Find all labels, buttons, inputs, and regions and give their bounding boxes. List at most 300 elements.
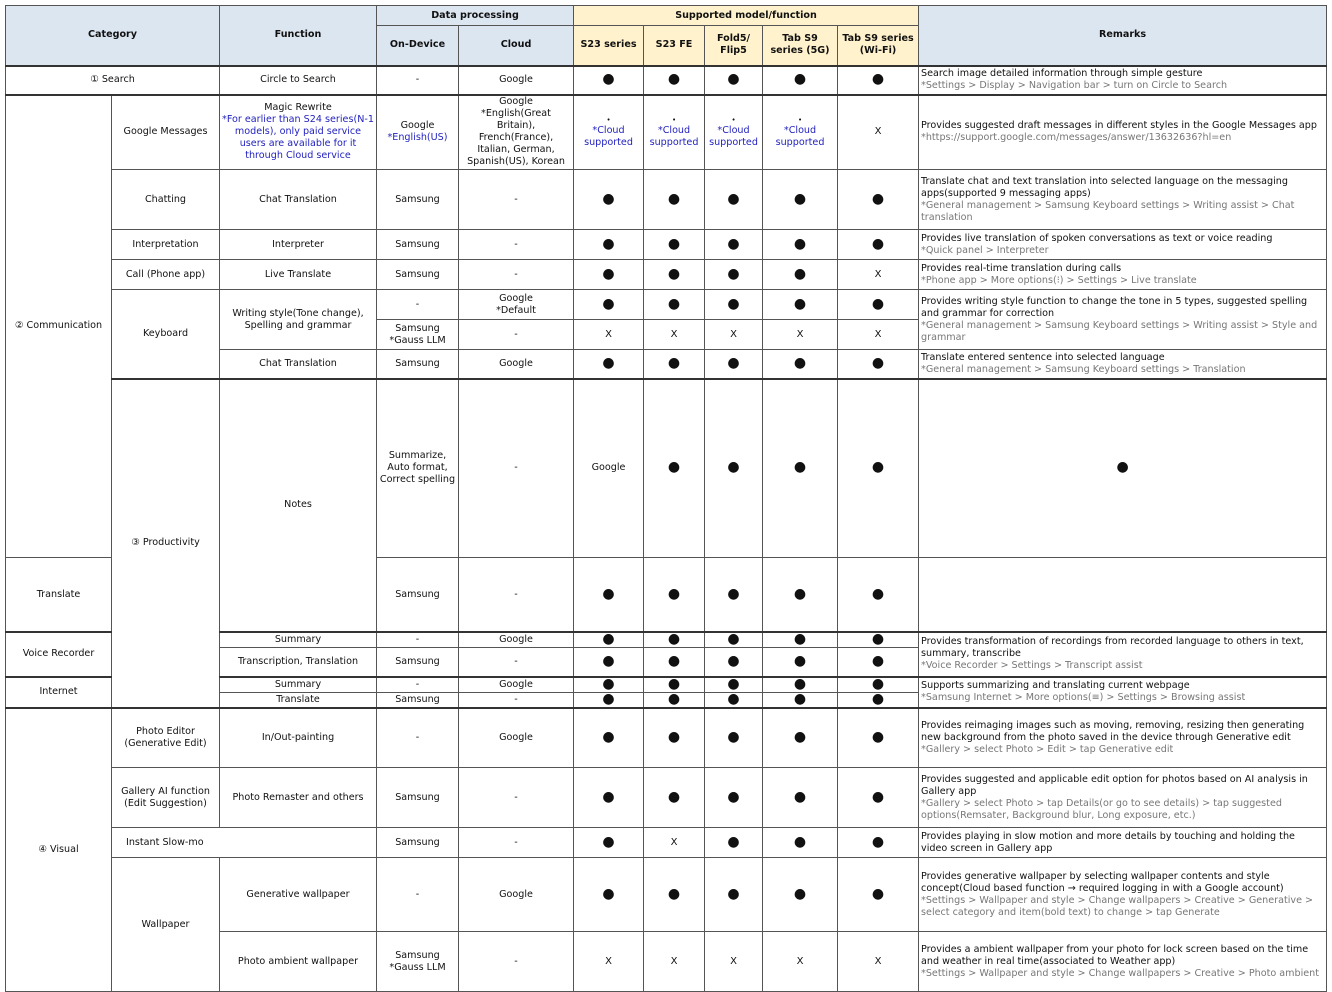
support-cell [705,648,763,677]
remark-path: *Settings > Display > Navigation bar > turn on Circle to Search [921,80,1228,91]
support-cell [574,66,644,95]
on-device-cell: Samsung *Gauss LLM [377,320,459,350]
category-visual [6,708,112,992]
subcategory-cell: Interpretation [112,230,220,260]
remark-path: *Voice Recorder > Settings > Transcript assist [921,660,1143,672]
support-cell [574,95,644,170]
cloud-cell: - [459,320,574,350]
support-cell [705,170,763,230]
supported-dot-icon: ● [793,190,807,207]
supported-dot-icon: ● [793,71,807,87]
supported-dot-icon: ● [871,676,885,692]
support-cell [644,677,705,693]
remark-path: *Samsung Internet > More options(≡) > Settings > Browsing assist [921,692,1246,703]
on-device-cell: Samsung [377,558,459,632]
supported-dot-icon: ● [727,833,740,850]
header-model-tab-s9-wifi: Tab S9 series (Wi-Fi) [838,26,919,66]
table-row [6,66,1327,95]
subcategory-cell: Call (Phone app) [112,260,220,290]
remark-text: Provides suggested and applicable edit option for photos based on AI analysis in Gallery app [921,773,1308,797]
feature-table-wrapper [5,5,1327,992]
subcategory-cell: Instant Slow-mo [112,828,377,858]
support-cell [644,350,705,379]
cloud-supported-note: *Cloud supported [775,124,825,148]
supported-dot-icon: ● [793,692,807,707]
support-cell [644,95,705,170]
table-row [6,290,1327,320]
header-cloud: Cloud [459,26,574,66]
supported-dot-icon: ● [727,652,740,669]
supported-dot-icon: ● [602,295,615,312]
function-cell: Chat Translation [220,170,377,230]
cloud-cell: Google *English(Great Britain), French(France), Italian, German, Spanish(US), Korean [459,95,574,170]
supported-dot-icon: ● [602,265,615,282]
supported-dot-icon: ● [602,652,615,669]
support-cell [644,692,705,708]
support-cell [763,932,838,992]
remark-text: Provides playing in slow motion and more details by touching and holding the video screen in Gallery app [921,830,1295,854]
supported-dot-icon: ● [727,885,740,902]
supported-dot-icon: ● [871,71,885,87]
table-row [6,170,1327,230]
support-cell [644,648,705,677]
support-cell [574,260,644,290]
support-cell [763,692,838,708]
category-productivity-label: ③ Productivity [131,537,200,548]
category-communication [6,95,112,558]
support-cell [838,320,919,350]
support-cell [705,828,763,858]
remark-path: *Gallery > select Photo > Edit > tap Generative edit [921,743,1174,755]
cloud-cell: Google [459,632,574,648]
support-cell [763,632,838,648]
support-cell [574,170,644,230]
supported-dot-icon: ● [602,190,615,207]
supported-dot-icon: ● [727,676,740,692]
header-remarks: Remarks [919,6,1327,66]
not-supported-x-icon: X [605,328,612,340]
support-cell [644,558,705,632]
table-row [6,95,1327,170]
not-supported-x-icon: X [730,955,737,967]
cloud-cell: - [459,932,574,992]
support-cell [838,66,919,95]
support-cell [574,632,644,648]
on-device-cell: Samsung [377,170,459,230]
table-row [6,230,1327,260]
supported-dot-icon: ● [793,788,807,805]
support-cell [838,290,919,320]
support-cell [763,260,838,290]
on-device-cell: - [377,290,459,320]
supported-dot-icon: ● [727,235,740,252]
supported-dot-icon: ● [667,265,681,282]
category-communication-label: ② Communication [14,320,103,332]
supported-small-dot-icon: • [671,115,677,124]
support-cell [705,379,763,558]
cloud-cell: - [459,558,574,632]
support-cell [705,692,763,708]
remark-cell [919,677,1327,708]
remark-cell [919,66,1327,95]
supported-dot-icon: ● [727,354,740,371]
remark-text: Provides transformation of recordings from recorded language to others in text, summary, transcribe [921,636,1304,660]
support-cell [763,648,838,677]
supported-dot-icon: ● [871,652,885,669]
support-cell [763,768,838,828]
supported-dot-icon: ● [667,354,681,371]
on-device-cell: - [377,632,459,648]
not-supported-x-icon: X [796,955,804,967]
support-cell [574,230,644,260]
supported-dot-icon: ● [727,585,740,602]
support-cell [644,768,705,828]
support-cell [838,858,919,932]
supported-dot-icon: ● [793,885,807,902]
support-cell [705,558,763,632]
support-cell [705,932,763,992]
not-supported-x-icon: X [670,955,678,967]
cloud-cell: Google *Default [459,290,574,320]
function-text: Magic Rewrite [264,102,332,114]
remark-text: Provides real-time translation during calls [921,262,1122,274]
supported-dot-icon: ● [1116,459,1129,476]
support-cell [644,320,705,350]
support-cell [919,379,1327,558]
cloud-supported-note: *Cloud supported [584,124,633,148]
supported-dot-icon: ● [667,728,681,745]
not-supported-x-icon: X [874,268,882,280]
not-supported-x-icon: X [670,328,678,340]
function-cell: In/Out-painting [220,708,377,768]
remark-text: Supports summarizing and translating current webpage [921,680,1190,691]
on-device-cell: Samsung [377,768,459,828]
cloud-cell: - [459,768,574,828]
on-device-cell: - [459,379,574,558]
support-cell [705,632,763,648]
support-cell [574,932,644,992]
subcategory-cell: Keyboard [112,290,220,379]
cloud-cell: Google [459,350,574,379]
supported-dot-icon: ● [793,652,807,669]
function-cell: Summarize, Auto format, Correct spelling [377,379,459,558]
supported-dot-icon: ● [793,632,807,647]
remark-text: Provides a ambient wallpaper from your photo for lock screen based on the time and weather in real time(associated to Weather app) [921,943,1309,967]
category-productivity [112,379,220,708]
support-cell [763,828,838,858]
supported-dot-icon: ● [667,676,681,692]
supported-dot-icon: ● [667,885,681,902]
cloud-cell: - [459,648,574,677]
on-device-cell: - [377,708,459,768]
supported-dot-icon: ● [602,632,615,647]
support-cell [705,858,763,932]
cloud-cell: - [459,828,574,858]
support-cell [705,708,763,768]
supported-dot-icon: ● [727,632,740,647]
supported-dot-icon: ● [602,833,615,850]
cloud-cell: - [459,170,574,230]
supported-dot-icon: ● [602,788,615,805]
function-cell: Photo ambient wallpaper [220,932,377,992]
supported-dot-icon: ● [871,235,885,252]
support-cell [838,350,919,379]
supported-dot-icon: ● [667,632,681,647]
function-cell [220,95,377,170]
remark-cell [919,828,1327,858]
header-model-s23: S23 series [574,26,644,66]
remark-text: Provides suggested draft messages in different styles in the Google Messages app [921,120,1317,132]
remark-text: Search image detailed information through simple gesture [921,68,1203,79]
support-cell [644,828,705,858]
function-cell: Transcription, Translation [220,648,377,677]
supported-dot-icon: ● [667,235,681,252]
supported-dot-icon: ● [602,354,615,371]
support-cell [763,350,838,379]
supported-dot-icon: ● [667,652,681,669]
support-cell [574,768,644,828]
cloud-cell: - [459,692,574,708]
table-row [6,260,1327,290]
cloud-cell: - [459,230,574,260]
support-cell [644,379,705,558]
supported-dot-icon: ● [871,788,885,805]
support-cell [763,677,838,693]
support-cell [644,260,705,290]
function-cell: Photo Remaster and others [220,768,377,828]
support-cell [644,290,705,320]
cloud-cell: Google [459,708,574,768]
table-row [6,379,1327,558]
supported-dot-icon: ● [871,692,885,707]
support-cell [838,932,919,992]
supported-dot-icon: ● [871,295,885,312]
subcategory-cell: Wallpaper [112,858,220,992]
supported-dot-icon: ● [667,585,681,602]
subcategory-cell: Voice Recorder [6,632,112,677]
support-cell [644,632,705,648]
header-model-tab-s9-5g: Tab S9 series (5G) [763,26,838,66]
support-cell [838,677,919,693]
on-device-cell: Samsung [377,828,459,858]
remark-path: *General management > Samsung Keyboard settings > Writing assist > Style and grammar [921,319,1318,343]
table-row [6,858,1327,932]
support-cell [705,230,763,260]
subcategory-cell: Google Messages [112,95,220,170]
subcategory-cell: Notes [220,379,377,633]
support-cell [644,858,705,932]
cloud-cell: Google [459,858,574,932]
supported-dot-icon: ● [602,585,615,602]
on-device-note: *English(US) [387,132,448,144]
remark-cell [919,932,1327,992]
not-supported-x-icon: X [874,328,882,340]
support-cell [763,95,838,170]
supported-dot-icon: ● [727,788,740,805]
supported-dot-icon: ● [727,728,740,745]
subcategory-cell: Internet [6,677,112,708]
supported-dot-icon: ● [602,235,615,252]
remark-text: Provides generative wallpaper by selecting wallpaper contents and style concept(Cloud based function → required logging in with a Google account) [921,870,1284,894]
support-cell [574,692,644,708]
support-cell [838,230,919,260]
remark-cell [919,170,1327,230]
cloud-cell: Google [574,379,644,558]
supported-dot-icon: ● [871,728,885,745]
support-cell [644,230,705,260]
support-cell [705,260,763,290]
remark-cell [919,230,1327,260]
support-cell [574,708,644,768]
support-cell [838,95,919,170]
support-cell [574,828,644,858]
supported-dot-icon: ● [793,354,807,371]
not-supported-x-icon: X [796,328,804,340]
support-cell [838,170,919,230]
remark-path: *https://support.google.com/messages/answer/13632636?hl=en [921,132,1232,144]
table-row [6,768,1327,828]
supported-dot-icon: ● [727,295,740,312]
header-model-fold5-flip5: Fold5/ Flip5 [705,26,763,66]
support-cell [705,677,763,693]
function-cell: Translate [6,558,112,632]
not-supported-x-icon: X [874,955,882,967]
header-model-s23fe: S23 FE [644,26,705,66]
support-cell [838,692,919,708]
support-cell [838,558,919,632]
supported-dot-icon: ● [793,235,807,252]
supported-dot-icon: ● [871,190,885,207]
function-cell: Circle to Search [220,66,377,95]
on-device-cell: Samsung *Gauss LLM [377,932,459,992]
supported-dot-icon: ● [871,833,885,850]
remark-text: Provides writing style function to change the tone in 5 types, suggested spelling and grammar for correction [921,295,1308,319]
on-device-cell: - [377,677,459,693]
function-cell: Summary [220,632,377,648]
remark-text: Provides live translation of spoken conversations as text or voice reading [921,232,1273,244]
support-cell [763,708,838,768]
function-cell: Writing style(Tone change), Spelling and grammar [220,290,377,350]
remark-text: Translate entered sentence into selected language [921,351,1165,363]
support-cell [705,95,763,170]
support-cell [763,858,838,932]
support-cell [705,768,763,828]
on-device-cell: Samsung [377,692,459,708]
support-cell [705,320,763,350]
remark-cell [919,260,1327,290]
support-cell [763,379,838,558]
support-cell [574,648,644,677]
supported-dot-icon: ● [667,692,681,707]
supported-dot-icon: ● [602,676,615,692]
remark-cell [919,858,1327,932]
supported-dot-icon: ● [793,459,807,476]
supported-small-dot-icon: • [731,115,736,124]
supported-dot-icon: ● [793,833,807,850]
supported-dot-icon: ● [793,728,807,745]
remark-path: *Quick panel > Interpreter [921,244,1049,256]
supported-dot-icon: ● [727,190,740,207]
header-supported-model: Supported model/function [574,6,919,26]
support-cell [763,170,838,230]
on-device-cell: - [377,858,459,932]
support-cell [574,558,644,632]
support-cell [763,290,838,320]
support-cell [838,379,919,558]
remark-path: *General management > Samsung Keyboard settings > Writing assist > Chat translation [921,199,1295,223]
supported-dot-icon: ● [667,295,681,312]
remark-path: *Settings > Wallpaper and style > Change wallpapers > Creative > Photo ambient [921,967,1319,979]
support-cell [838,828,919,858]
support-cell [644,170,705,230]
supported-small-dot-icon: • [606,115,611,124]
support-cell [644,932,705,992]
header-on-device: On-Device [377,26,459,66]
category-search: ① Search [6,66,220,95]
on-device-cell: - [377,66,459,95]
support-cell [644,708,705,768]
on-device-cell: Samsung [377,648,459,677]
support-cell [763,320,838,350]
header-function: Function [220,6,377,66]
supported-dot-icon: ● [602,728,615,745]
on-device-cell: Samsung [377,260,459,290]
function-cell: Translate [220,692,377,708]
cloud-cell: - [459,260,574,290]
ai-feature-support-table [5,5,1327,992]
support-cell [574,320,644,350]
support-cell [644,66,705,95]
support-cell [763,230,838,260]
supported-dot-icon: ● [793,295,807,312]
cloud-cell: Google [459,66,574,95]
not-supported-x-icon: X [670,836,678,848]
supported-dot-icon: ● [602,692,615,707]
remark-text: Provides reimaging images such as moving, removing, resizing then generating new background from the photo saved in the device through Generative edit [921,719,1305,743]
supported-dot-icon: ● [793,676,807,692]
on-device-cell [377,95,459,170]
support-cell [763,558,838,632]
remark-text: Translate chat and text translation into selected language on the messaging apps(supported 9 messaging apps) [921,175,1288,199]
subcategory-cell: Photo Editor (Generative Edit) [112,708,220,768]
support-cell [705,66,763,95]
header-data-processing: Data processing [377,6,574,26]
function-cell: Live Translate [220,260,377,290]
supported-dot-icon: ● [602,885,615,902]
table-row [6,708,1327,768]
subcategory-cell: Chatting [112,170,220,230]
supported-dot-icon: ● [871,632,885,647]
remark-cell [919,768,1327,828]
remark-path: *Settings > Wallpaper and style > Change wallpapers > Creative > Generative > select category and item(bold text) to change > tap Generate [921,894,1314,918]
remark-path: *General management > Samsung Keyboard settings > Translation [921,363,1246,375]
supported-dot-icon: ● [727,71,740,87]
support-cell [838,648,919,677]
on-device-cell: Samsung [377,230,459,260]
table-row [6,828,1327,858]
function-cell: Chat Translation [220,350,377,379]
supported-dot-icon: ● [667,788,681,805]
cloud-supported-note: *Cloud supported [709,124,758,148]
supported-dot-icon: ● [871,585,885,602]
supported-dot-icon: ● [727,692,740,707]
supported-dot-icon: ● [727,459,740,476]
remark-path: *Gallery > select Photo > tap Details(or go to see details) > tap suggested options(Remsater, Background blur, Long exposure, etc.) [921,797,1282,821]
supported-dot-icon: ● [793,265,807,282]
on-device-text: Google [400,120,435,132]
support-cell [574,290,644,320]
header-category: Category [6,6,220,66]
